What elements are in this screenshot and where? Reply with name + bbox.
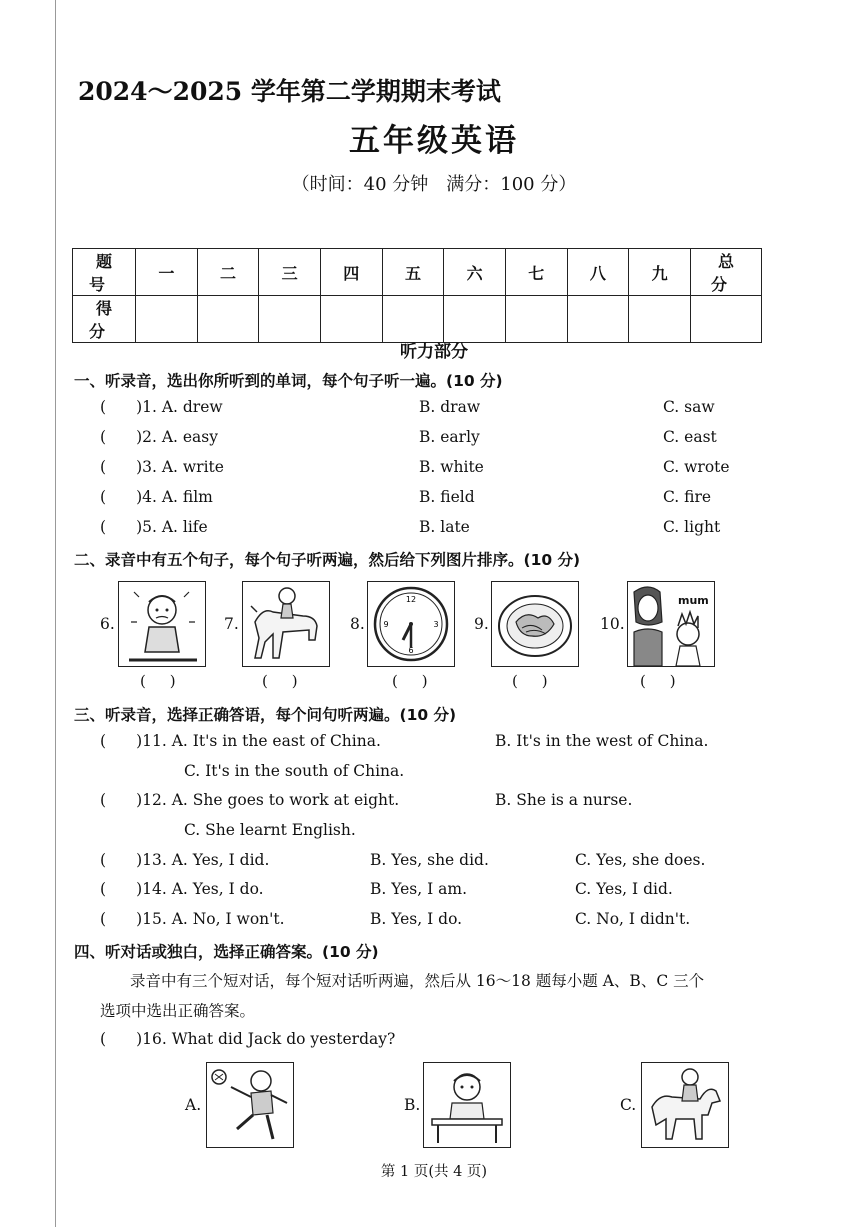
score-cell[interactable] (567, 296, 629, 343)
answer-paren-close: ) (136, 910, 143, 928)
svg-text:3: 3 (433, 620, 439, 629)
table-cell: 九 (629, 249, 691, 296)
svg-text:6: 6 (408, 646, 414, 655)
answer-paren-open: ( (100, 791, 107, 809)
table-cell: 三 (259, 249, 321, 296)
option-c: C. light (663, 518, 721, 536)
table-cell: 题 号 (73, 249, 136, 296)
option-a: 11. A. It's in the east of China. (142, 732, 381, 750)
picture-7-riding-horse (242, 581, 330, 667)
score-cell[interactable] (320, 296, 382, 343)
option-a: 13. A. Yes, I did. (142, 851, 270, 869)
picture-number: 6. (100, 615, 115, 633)
svg-text:9: 9 (383, 620, 389, 629)
picture-number: 10. (600, 615, 625, 633)
table-cell: 总 分 (691, 249, 762, 296)
answer-paren-close: ) (136, 518, 143, 536)
question-row (100, 791, 399, 809)
option-b: B. Yes, I do. (370, 910, 463, 928)
answer-paren-open: ( (100, 518, 107, 536)
order-blank[interactable]: ( ) (640, 672, 676, 690)
page-footer: 第 1 页(共 4 页) (380, 1164, 488, 1180)
option-b: B. early (419, 428, 480, 446)
option-b: B. field (419, 488, 475, 506)
section4-intro-line2: 选项中选出正确答案。 (100, 1002, 256, 1020)
table-cell: 六 (444, 249, 506, 296)
score-cell[interactable] (629, 296, 691, 343)
question-row (100, 732, 381, 750)
table-cell: 四 (320, 249, 382, 296)
option-label-b: B. (404, 1096, 421, 1114)
answer-paren-close: ) (136, 791, 143, 809)
picture-number: 9. (474, 615, 489, 633)
option-c: C. It's in the south of China. (184, 762, 405, 780)
svg-text:12: 12 (405, 595, 417, 604)
question-row (100, 428, 218, 446)
exam-year-title: 2024～2025 学年第二学期期末考试 (78, 77, 501, 106)
answer-paren-open: ( (100, 851, 107, 869)
order-blank[interactable]: ( ) (392, 672, 428, 690)
answer-paren-open: ( (100, 488, 107, 506)
time-score-info: （时间：40 分钟 满分：100 分） (291, 174, 577, 195)
picture-10-mum-and-child (627, 581, 715, 667)
answer-paren-close: ) (136, 1030, 143, 1048)
question-row (100, 458, 224, 476)
answer-paren-close: ) (136, 732, 143, 750)
score-table-score-row (73, 296, 762, 343)
answer-paren-open: ( (100, 458, 107, 476)
question-row (100, 488, 213, 506)
picture-9-food-plate (491, 581, 579, 667)
score-table (72, 248, 779, 343)
table-cell: 五 (382, 249, 444, 296)
option-c: C. Yes, she does. (575, 851, 706, 869)
option-c: C. No, I didn't. (575, 910, 691, 928)
answer-paren-close: ) (136, 851, 143, 869)
option-a: 15. A. No, I won't. (142, 910, 285, 928)
answer-paren-open: ( (100, 428, 107, 446)
option-c: C. east (663, 428, 717, 446)
option-b: B. draw (419, 398, 481, 416)
table-cell: 二 (197, 249, 259, 296)
section1-title: 一、听录音，选出你所听到的单词，每个句子听一遍。(10 分) (74, 372, 503, 390)
table-cell: 八 (567, 249, 629, 296)
answer-paren-open: ( (100, 880, 107, 898)
table-cell: 七 (505, 249, 567, 296)
score-cell[interactable] (505, 296, 567, 343)
option-a: 12. A. She goes to work at eight. (142, 791, 400, 809)
option-b: B. She is a nurse. (495, 791, 633, 809)
option-c: C. fire (663, 488, 712, 506)
table-cell: 得 分 (73, 296, 136, 343)
table-cell: 一 (136, 249, 198, 296)
option-a: 4. A. film (142, 488, 213, 506)
question-row (100, 1030, 395, 1048)
option-b-picture-studying (423, 1062, 511, 1148)
option-a: 1. A. drew (142, 398, 223, 416)
score-cell[interactable] (197, 296, 259, 343)
option-a: 5. A. life (142, 518, 208, 536)
listening-section-title: 听力部分 (400, 342, 468, 362)
question-row (100, 398, 223, 416)
option-b: B. Yes, she did. (370, 851, 489, 869)
option-c: C. wrote (663, 458, 730, 476)
picture-number: 8. (350, 615, 365, 633)
score-cell[interactable] (691, 296, 762, 343)
answer-paren-open: ( (100, 732, 107, 750)
score-cell[interactable] (382, 296, 444, 343)
mum-label: mum (678, 594, 709, 607)
section3-title: 三、听录音，选择正确答语，每个问句听两遍。(10 分) (74, 706, 457, 724)
order-blank[interactable]: ( ) (512, 672, 548, 690)
question-row (100, 851, 269, 869)
score-table-header-row (73, 249, 762, 296)
picture-8-clock (367, 581, 455, 667)
picture-number: 7. (224, 615, 239, 633)
answer-paren-close: ) (136, 880, 143, 898)
answer-paren-close: ) (136, 488, 143, 506)
option-c: C. Yes, I did. (575, 880, 673, 898)
option-c-picture-riding-horse (641, 1062, 729, 1148)
option-a: 2. A. easy (142, 428, 219, 446)
answer-paren-open: ( (100, 1030, 107, 1048)
score-cell[interactable] (259, 296, 321, 343)
order-blank[interactable]: ( ) (262, 672, 298, 690)
picture-6-sick-child (118, 581, 206, 667)
option-b: B. late (419, 518, 470, 536)
option-c: C. saw (663, 398, 715, 416)
option-a-picture-playing-football (206, 1062, 294, 1148)
subject-title: 五年级英语 (349, 123, 519, 159)
option-b: B. white (419, 458, 484, 476)
option-b: B. Yes, I am. (370, 880, 468, 898)
question-row (100, 910, 285, 928)
section2-title: 二、录音中有五个句子，每个句子听两遍，然后给下列图片排序。(10 分) (74, 551, 581, 569)
answer-paren-close: ) (136, 458, 143, 476)
order-blank[interactable]: ( ) (140, 672, 176, 690)
section4-intro-line1: 录音中有三个短对话，每个短对话听两遍，然后从 16～18 题每小题 A、B、C 三个 (130, 972, 705, 990)
option-label-a: A. (185, 1096, 202, 1114)
answer-paren-close: ) (136, 398, 143, 416)
score-cell[interactable] (444, 296, 506, 343)
answer-paren-close: ) (136, 428, 143, 446)
question-row (100, 518, 208, 536)
answer-paren-open: ( (100, 398, 107, 416)
section4-title: 四、听对话或独白，选择正确答案。(10 分) (74, 943, 379, 961)
option-a: 3. A. write (142, 458, 224, 476)
option-a: 14. A. Yes, I do. (142, 880, 264, 898)
option-c: C. She learnt English. (184, 821, 356, 839)
answer-paren-open: ( (100, 910, 107, 928)
option-label-c: C. (620, 1096, 637, 1114)
question-16: 16. What did Jack do yesterday? (142, 1030, 396, 1048)
question-row (100, 880, 264, 898)
option-b: B. It's in the west of China. (495, 732, 709, 750)
